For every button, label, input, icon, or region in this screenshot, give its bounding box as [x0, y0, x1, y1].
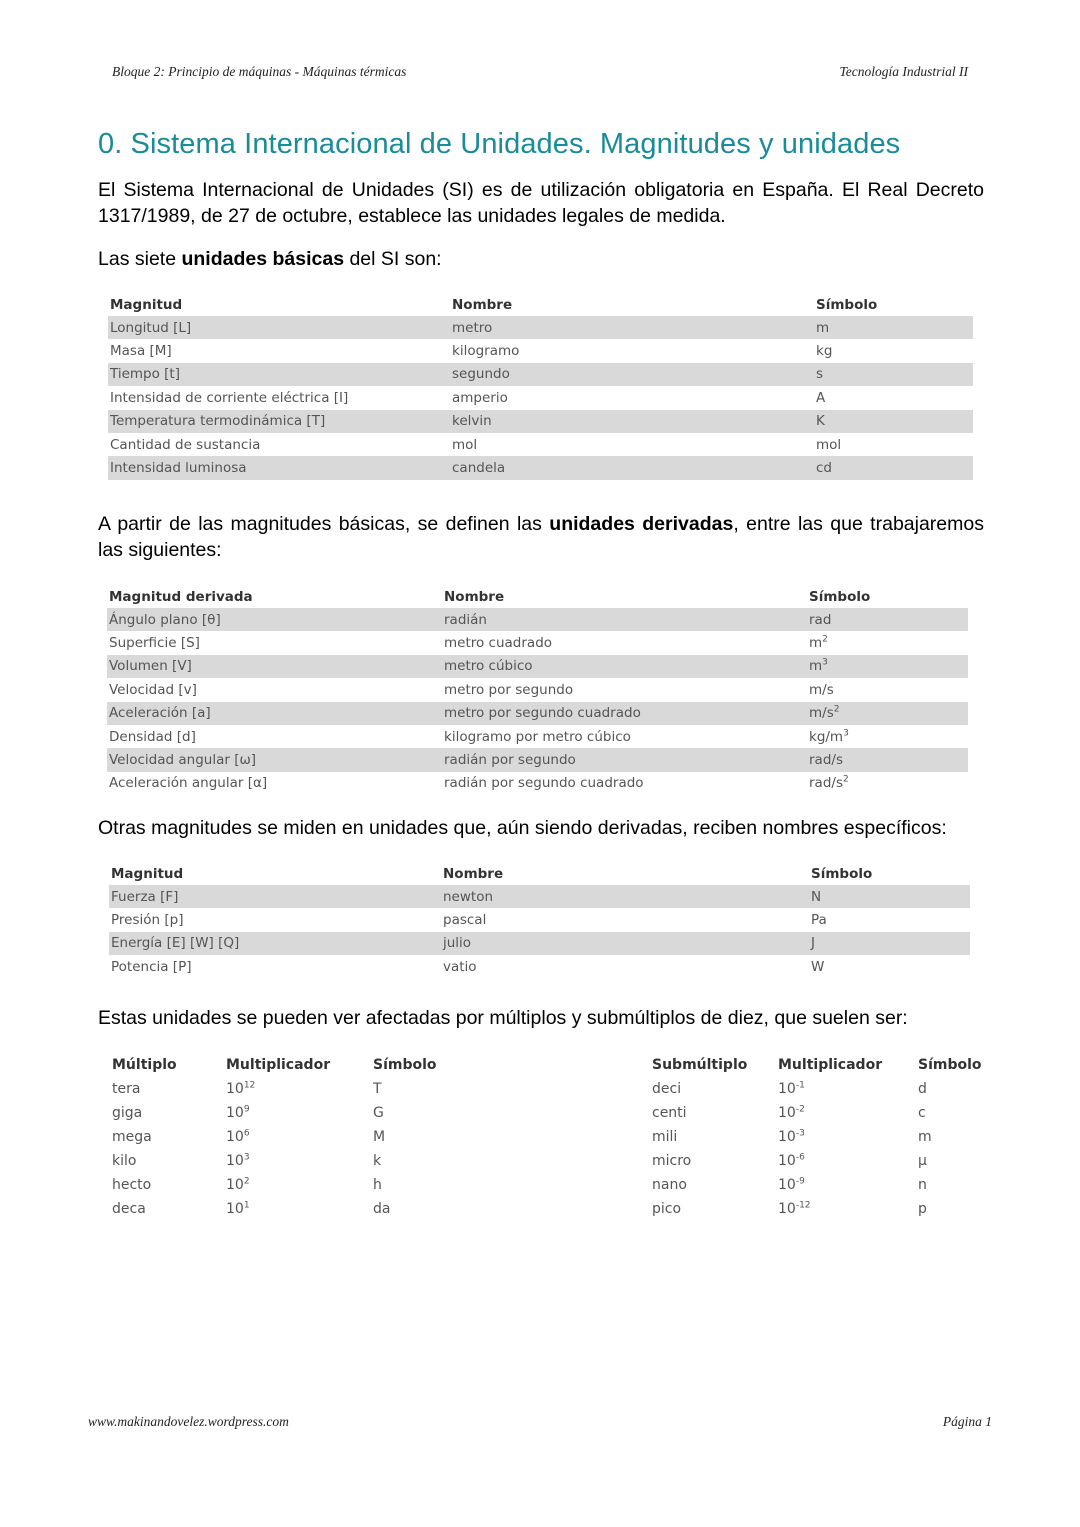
cell-multiplier: [226, 1101, 373, 1125]
cell-prefix: nano: [652, 1177, 687, 1193]
cell-magnitude: Densidad [d]: [109, 728, 196, 745]
multiplier-exponent: -2: [795, 1104, 805, 1115]
symbol-exponent: 2: [822, 634, 828, 645]
table-row: [108, 386, 973, 409]
cell-name: julio: [441, 932, 809, 955]
symbol-base: m: [809, 658, 823, 675]
table-row: [107, 631, 968, 654]
multiplier-exponent: 9: [243, 1104, 250, 1115]
table-row: [107, 655, 968, 678]
symbol-base: m/s: [809, 705, 834, 722]
column-header: Magnitud derivada: [109, 588, 253, 605]
cell-magnitude: Intensidad de corriente eléctrica [I]: [110, 389, 349, 406]
table-row: [108, 339, 973, 362]
cell-symbol: m: [814, 316, 973, 339]
cell-multiplier: [778, 1101, 918, 1125]
cell-symbol: [807, 772, 968, 795]
table-row: [112, 1077, 452, 1101]
cell-symbol: [807, 725, 968, 748]
cell-name: metro cúbico: [442, 655, 807, 678]
cell-magnitude: Presión [p]: [111, 912, 184, 929]
cell-prefix: deca: [112, 1201, 146, 1217]
cell-name: amperio: [452, 389, 508, 406]
page-header-right: Tecnología Industrial II: [839, 64, 968, 79]
cell-multiplier: [226, 1125, 373, 1149]
multiplier-base: 10: [778, 1081, 796, 1097]
cell-symbol: N: [809, 885, 970, 908]
cell-magnitude: Aceleración angular [α]: [109, 775, 268, 792]
table-row: [108, 433, 973, 456]
multiplier-base: 10: [778, 1105, 796, 1121]
table-row: [107, 702, 968, 725]
column-header: Multiplicador: [226, 1057, 331, 1073]
cell-prefix: kilo: [112, 1153, 137, 1169]
symbol-exponent: 3: [822, 657, 828, 668]
multiplier-base: 10: [778, 1201, 796, 1217]
cell-multiplier: [226, 1197, 373, 1221]
table-row: [112, 1101, 452, 1125]
column-header: Nombre: [443, 865, 504, 882]
cell-symbol: kg: [816, 343, 833, 360]
table-row: [107, 608, 968, 631]
column-header: Multiplicador: [778, 1057, 883, 1073]
cell-magnitude: Longitud [L]: [108, 316, 450, 339]
table-row: [109, 885, 970, 908]
cell-name: candela: [450, 456, 814, 479]
cell-name: mol: [452, 436, 478, 453]
symbol-base: rad: [809, 611, 832, 628]
table-row: [107, 725, 968, 748]
multiplier-base: 10: [226, 1129, 244, 1145]
cell-symbol: W: [811, 958, 825, 975]
multiplier-base: 10: [778, 1153, 796, 1169]
cell-magnitude: Velocidad angular [ω]: [107, 748, 442, 771]
table-row: [107, 748, 968, 771]
cell-symbol: [807, 748, 968, 771]
cell-symbol: M: [373, 1129, 386, 1145]
cell-magnitude: Ángulo plano [θ]: [107, 608, 442, 631]
table-row: [652, 1173, 982, 1197]
cell-symbol: G: [373, 1105, 384, 1121]
page-header-left: Bloque 2: Principio de máquinas - Máquinas térmicas: [112, 64, 407, 79]
cell-magnitude: Potencia [P]: [111, 958, 192, 975]
cell-symbol: [807, 655, 968, 678]
multiplier-exponent: -1: [795, 1080, 805, 1091]
cell-magnitude: Superficie [S]: [109, 635, 200, 652]
cell-magnitude: Energía [E] [W] [Q]: [109, 932, 441, 955]
cell-magnitude: Fuerza [F]: [109, 885, 441, 908]
symbol-base: m: [809, 635, 823, 652]
column-header: Símbolo: [918, 1057, 982, 1073]
table-row: [108, 363, 973, 386]
cell-name: pascal: [443, 912, 487, 929]
cell-symbol: h: [373, 1177, 382, 1193]
cell-symbol: Pa: [811, 912, 827, 929]
cell-symbol: [807, 608, 968, 631]
column-header: Magnitud: [111, 865, 184, 882]
multiplier-exponent: -12: [795, 1200, 811, 1211]
cell-multiplier: [778, 1149, 918, 1173]
derived-units-table: [107, 585, 968, 795]
derived-units-intro: [98, 511, 984, 563]
cell-prefix: centi: [652, 1105, 687, 1121]
table-row: [108, 410, 973, 433]
cell-name: vatio: [443, 958, 477, 975]
submultiples-table: [652, 1053, 982, 1221]
cell-symbol: mol: [816, 436, 842, 453]
cell-symbol: [807, 678, 968, 701]
cell-symbol: A: [816, 389, 826, 406]
column-header: Símbolo: [809, 588, 871, 605]
multiplier-exponent: -3: [795, 1128, 805, 1139]
multiplier-exponent: 2: [243, 1176, 250, 1187]
multiplier-exponent: 6: [243, 1128, 250, 1139]
basic-intro-pre: Las siete: [98, 248, 182, 270]
multiples-table: [112, 1053, 452, 1221]
column-header: Nombre: [452, 296, 513, 313]
cell-magnitude: Volumen [V]: [107, 655, 442, 678]
cell-symbol: T: [373, 1081, 382, 1097]
cell-symbol: [807, 631, 968, 654]
intro-paragraph: El Sistema Internacional de Unidades (SI) es de utilización obligatoria en España. El Real Decreto 1317/1989, de 27 de octubre, establece las unidades legales de medida.: [98, 179, 984, 227]
cell-prefix: mili: [652, 1129, 678, 1145]
table-header-row: [109, 862, 970, 885]
basic-intro-bold: unidades básicas: [181, 248, 345, 270]
derived-intro-bold: unidades derivadas: [549, 513, 734, 535]
derived-intro-post: , entre las que trabajaremos las siguientes:: [98, 513, 984, 561]
column-header: Múltiplo: [112, 1057, 177, 1073]
footer-page-number: Página 1: [942, 1414, 992, 1429]
specific-units-intro: Otras magnitudes se miden en unidades que, aún siendo derivadas, reciben nombres específicos:: [98, 817, 947, 839]
cell-multiplier: [226, 1173, 373, 1197]
cell-multiplier: [226, 1077, 373, 1101]
column-header: Magnitud: [110, 296, 183, 313]
cell-symbol: c: [918, 1105, 926, 1121]
table-row: [652, 1101, 982, 1125]
cell-prefix: tera: [112, 1081, 141, 1097]
cell-symbol: μ: [918, 1153, 927, 1169]
symbol-exponent: 3: [843, 728, 849, 739]
cell-prefix: deci: [652, 1081, 682, 1097]
table-header-row: [652, 1053, 982, 1077]
cell-symbol: J: [809, 932, 970, 955]
cell-name: segundo: [450, 363, 814, 386]
footer-website: www.makinandovelez.wordpress.com: [88, 1414, 289, 1429]
multiplier-base: 10: [226, 1105, 244, 1121]
cell-multiplier: [778, 1197, 918, 1221]
cell-magnitude: Temperatura termodinámica [T]: [108, 410, 450, 433]
cell-magnitude: Masa [M]: [110, 343, 172, 360]
cell-name: radián: [442, 608, 807, 631]
cell-multiplier: [226, 1149, 373, 1173]
table-row: [109, 932, 970, 955]
symbol-base: kg/m: [809, 728, 844, 745]
table-row: [112, 1149, 452, 1173]
cell-prefix: micro: [652, 1153, 692, 1169]
multiplier-base: 10: [778, 1177, 796, 1193]
multiplier-base: 10: [778, 1129, 796, 1145]
prefix-intro: Estas unidades se pueden ver afectadas por múltiplos y submúltiplos de diez, que suelen ser:: [98, 1007, 908, 1029]
cell-symbol: s: [814, 363, 973, 386]
table-row: [109, 908, 970, 931]
basic-intro-post: del SI son:: [344, 248, 442, 270]
multiplier-exponent: 3: [243, 1152, 250, 1163]
cell-magnitude: Tiempo [t]: [108, 363, 450, 386]
cell-name: kelvin: [450, 410, 814, 433]
cell-multiplier: [778, 1173, 918, 1197]
cell-prefix: hecto: [112, 1177, 152, 1193]
table-row: [109, 955, 970, 978]
cell-magnitude: Aceleración [a]: [107, 702, 442, 725]
cell-symbol: K: [814, 410, 973, 433]
multiplier-exponent: -6: [795, 1152, 805, 1163]
cell-name: metro por segundo: [444, 681, 574, 698]
table-row: [107, 678, 968, 701]
cell-symbol: n: [918, 1177, 927, 1193]
basic-units-intro: [98, 246, 984, 272]
column-header: Nombre: [444, 588, 505, 605]
table-row: [112, 1197, 452, 1221]
table-row: [652, 1125, 982, 1149]
table-row: [108, 316, 973, 339]
derived-intro-pre: A partir de las magnitudes básicas, se definen las: [98, 513, 550, 535]
symbol-base: rad/s: [809, 775, 843, 792]
multiplier-base: 10: [226, 1153, 244, 1169]
cell-magnitude: Intensidad luminosa: [108, 456, 450, 479]
table-row: [107, 772, 968, 795]
cell-symbol: d: [918, 1081, 927, 1097]
cell-symbol: cd: [814, 456, 973, 479]
table-row: [112, 1173, 452, 1197]
table-row: [108, 456, 973, 479]
cell-name: metro: [450, 316, 814, 339]
cell-multiplier: [778, 1077, 918, 1101]
multiplier-base: 10: [226, 1081, 244, 1097]
table-header-row: [108, 293, 973, 316]
cell-symbol: m: [918, 1129, 932, 1145]
cell-prefix: giga: [112, 1105, 143, 1121]
cell-name: radián por segundo cuadrado: [444, 775, 644, 792]
specific-units-table: [109, 862, 970, 979]
table-row: [652, 1077, 982, 1101]
cell-name: radián por segundo: [442, 748, 807, 771]
cell-prefix: pico: [652, 1201, 682, 1217]
table-header-row: [112, 1053, 452, 1077]
column-header: Submúltiplo: [652, 1057, 748, 1073]
cell-symbol: da: [373, 1201, 391, 1217]
column-header: Símbolo: [373, 1057, 437, 1073]
cell-symbol: [807, 702, 968, 725]
cell-magnitude: Velocidad [v]: [109, 681, 197, 698]
cell-name: newton: [441, 885, 809, 908]
cell-magnitude: Cantidad de sustancia: [110, 436, 261, 453]
multiplier-exponent: -9: [795, 1176, 805, 1187]
section-title: 0. Sistema Internacional de Unidades. Magnitudes y unidades: [98, 128, 901, 160]
cell-multiplier: [778, 1125, 918, 1149]
symbol-base: rad/s: [809, 752, 843, 769]
column-header: Símbolo: [816, 296, 878, 313]
symbol-exponent: 2: [833, 704, 840, 715]
cell-name: metro por segundo cuadrado: [442, 702, 807, 725]
symbol-exponent: 2: [842, 774, 849, 785]
column-header: Símbolo: [811, 865, 873, 882]
table-header-row: [107, 585, 968, 608]
cell-name: kilogramo por metro cúbico: [444, 728, 631, 745]
table-row: [652, 1149, 982, 1173]
basic-units-table: [108, 293, 973, 480]
cell-prefix: mega: [112, 1129, 152, 1145]
multiplier-base: 10: [226, 1201, 244, 1217]
symbol-base: m/s: [809, 681, 834, 698]
cell-symbol: k: [373, 1153, 382, 1169]
cell-name: kilogramo: [452, 343, 520, 360]
multiplier-base: 10: [226, 1177, 244, 1193]
table-row: [652, 1197, 982, 1221]
cell-name: metro cuadrado: [444, 635, 553, 652]
table-row: [112, 1125, 452, 1149]
cell-symbol: p: [918, 1201, 927, 1217]
multiplier-exponent: 1: [243, 1200, 250, 1211]
multiplier-exponent: 12: [243, 1080, 256, 1091]
